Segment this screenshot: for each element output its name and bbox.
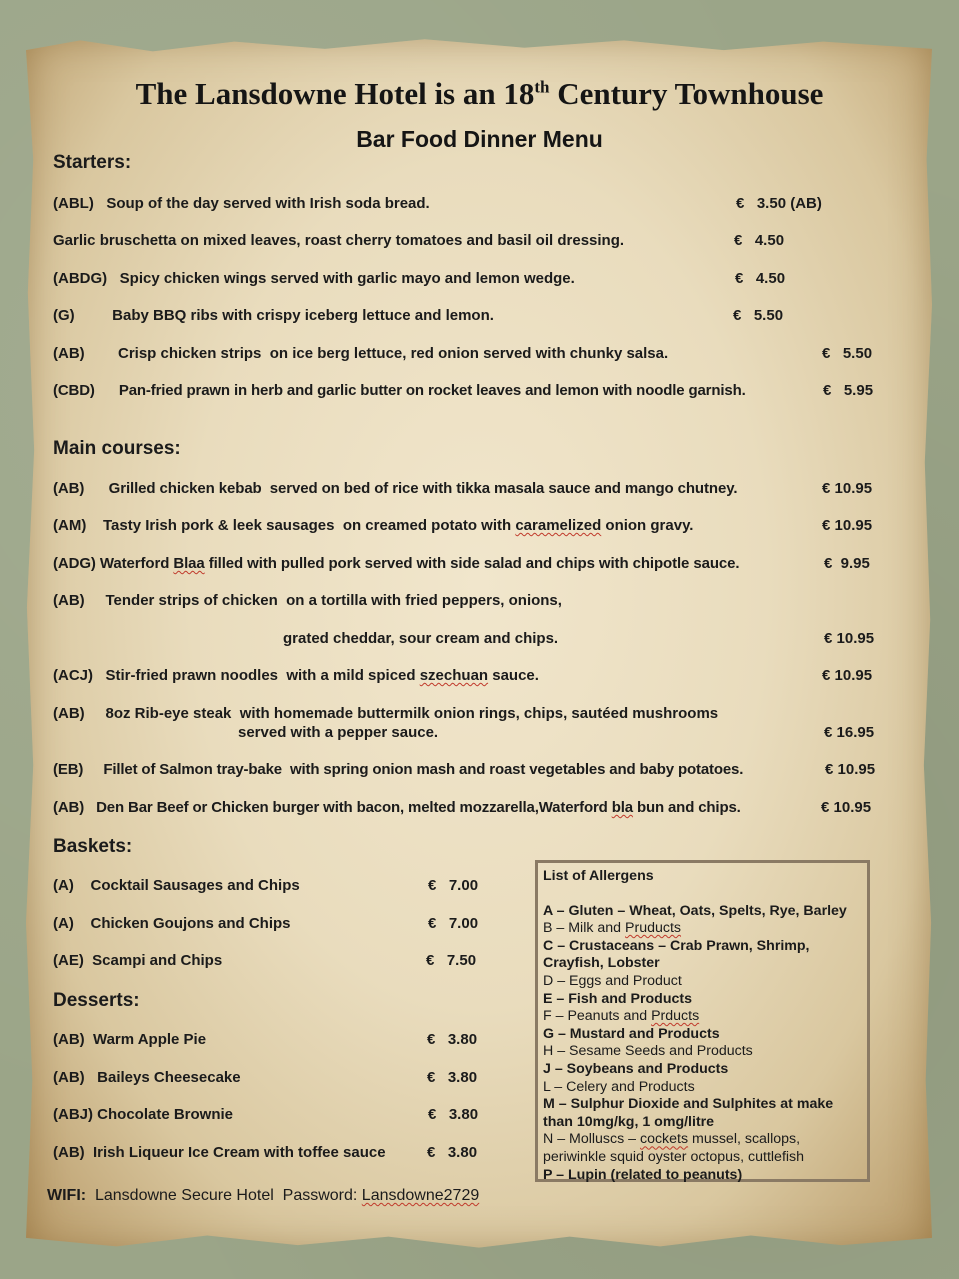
main-item-text: (EB) Fillet of Salmon tray-bake with spring onion mash and roast vegetables and baby potatoes.: [53, 761, 744, 778]
allergen-item: P – Lupin (related to peanuts): [543, 1166, 743, 1183]
main-item-text: (ADG) Waterford Blaa filled with pulled pork served with side salad and chips with chipotle sauce.: [53, 555, 740, 572]
allergen-item: E – Fish and Products: [543, 990, 692, 1007]
allergen-item: C – Crustaceans – Crab Prawn, Shrimp, Crayfish, Lobster: [543, 937, 810, 972]
allergen-item: F – Peanuts and Prducts: [543, 1008, 700, 1025]
section-main-courses: Main courses:: [53, 438, 181, 459]
basket-item-text: (A) Cocktail Sausages and Chips: [53, 877, 300, 894]
allergens-heading: List of Allergens: [543, 868, 654, 884]
main-item-price: € 16.95: [824, 724, 875, 741]
allergen-item: A – Gluten – Wheat, Oats, Spelts, Rye, Barley: [543, 902, 847, 919]
menu-subtitle: Bar Food Dinner Menu: [356, 126, 603, 152]
section-baskets: Baskets:: [53, 836, 133, 857]
allergen-item: L – Celery and Products: [543, 1078, 695, 1095]
section-starters: Starters:: [53, 152, 132, 173]
main-item-text: grated cheddar, sour cream and chips.: [283, 630, 559, 647]
main-item-text: (AM) Tasty Irish pork & leek sausages on creamed potato with caramelized onion gravy.: [53, 517, 694, 534]
basket-item-text: (A) Chicken Goujons and Chips: [53, 915, 291, 932]
wifi-text: Lansdowne Secure Hotel Password:: [86, 1187, 362, 1204]
allergen-item: D – Eggs and Product: [543, 972, 682, 989]
main-item-price: € 10.95: [822, 480, 873, 497]
allergen-item: N – Molluscs – cockets mussel, scallops, periwinkle squid oyster octopus, cuttlefish: [543, 1131, 805, 1165]
main-item-text: (AB) Den Bar Beef or Chicken burger with bacon, melted mozzarella,Waterford bla bun and chips.: [53, 799, 741, 816]
starter-item-price: € 3.50 (AB): [736, 195, 822, 212]
basket-item-price: € 7.50: [426, 952, 477, 969]
dessert-item-price: € 3.80: [427, 1069, 478, 1086]
starter-item-text: (ABDG) Spicy chicken wings served with garlic mayo and lemon wedge.: [53, 270, 575, 287]
main-item-text: served with a pepper sauce.: [238, 724, 439, 741]
wifi-password: Lansdowne2729: [361, 1187, 480, 1204]
allergen-item: H – Sesame Seeds and Products: [543, 1043, 753, 1060]
starter-item-text: (AB) Crisp chicken strips on ice berg lettuce, red onion served with chunky salsa.: [53, 345, 669, 362]
starter-item-price: € 4.50: [735, 270, 786, 287]
main-item-price: € 10.95: [822, 517, 873, 534]
main-item-text: (AB) 8oz Rib-eye steak with homemade buttermilk onion rings, chips, sautéed mushrooms: [53, 705, 719, 722]
wifi-info: [47, 1187, 479, 1205]
basket-item-price: € 7.00: [428, 915, 479, 932]
main-item-price: € 10.95: [821, 799, 872, 816]
main-item-price: € 10.95: [825, 761, 876, 778]
starter-item-text: (G) Baby BBQ ribs with crispy iceberg lettuce and lemon.: [53, 307, 494, 324]
basket-item-text: (AE) Scampi and Chips: [53, 952, 223, 969]
starter-item-text: (CBD) Pan-fried prawn in herb and garlic butter on rocket leaves and lemon with noodle garnish.: [53, 382, 746, 399]
dessert-item-text: (AB) Warm Apple Pie: [53, 1031, 207, 1048]
starter-item-price: € 4.50: [734, 232, 785, 249]
starter-item-text: Garlic bruschetta on mixed leaves, roast cherry tomatoes and basil oil dressing.: [53, 232, 625, 249]
dessert-item-text: (AB) Baileys Cheesecake: [53, 1069, 241, 1086]
main-item-price: € 10.95: [824, 630, 875, 647]
page-title: The Lansdowne Hotel is an 18th Century Townhouse: [135, 76, 824, 111]
dessert-item-text: (AB) Irish Liqueur Ice Cream with toffee sauce: [53, 1144, 386, 1161]
main-item-text: (ACJ) Stir-fried prawn noodles with a mild spiced szechuan sauce.: [53, 667, 539, 684]
main-item-price: € 10.95: [822, 667, 873, 684]
allergen-item: M – Sulphur Dioxide and Sulphites at make than 10mg/kg, 1 omg/litre: [543, 1096, 834, 1130]
main-item-text: (AB) Grilled chicken kebab served on bed of rice with tikka masala sauce and mango chutney.: [53, 480, 738, 497]
main-item-text: (AB) Tender strips of chicken on a tortilla with fried peppers, onions,: [53, 592, 562, 609]
starter-item-price: € 5.50: [822, 345, 873, 362]
section-desserts: Desserts:: [53, 990, 140, 1011]
wifi-label: WIFI:: [47, 1187, 87, 1204]
starter-item-text: (ABL) Soup of the day served with Irish soda bread.: [53, 195, 430, 212]
starter-item-price: € 5.50: [733, 307, 784, 324]
allergen-item: J – Soybeans and Products: [543, 1060, 729, 1077]
basket-item-price: € 7.00: [428, 877, 479, 894]
main-item-price: € 9.95: [824, 555, 870, 572]
allergens-box: [535, 860, 870, 1182]
allergen-item: B – Milk and Pruducts: [543, 920, 682, 937]
dessert-item-price: € 3.80: [427, 1031, 478, 1048]
dessert-item-text: (ABJ) Chocolate Brownie: [53, 1106, 234, 1123]
dessert-item-price: € 3.80: [427, 1144, 478, 1161]
dessert-item-price: € 3.80: [428, 1106, 479, 1123]
starter-item-price: € 5.95: [823, 382, 874, 399]
allergen-item: G – Mustard and Products: [543, 1025, 720, 1042]
